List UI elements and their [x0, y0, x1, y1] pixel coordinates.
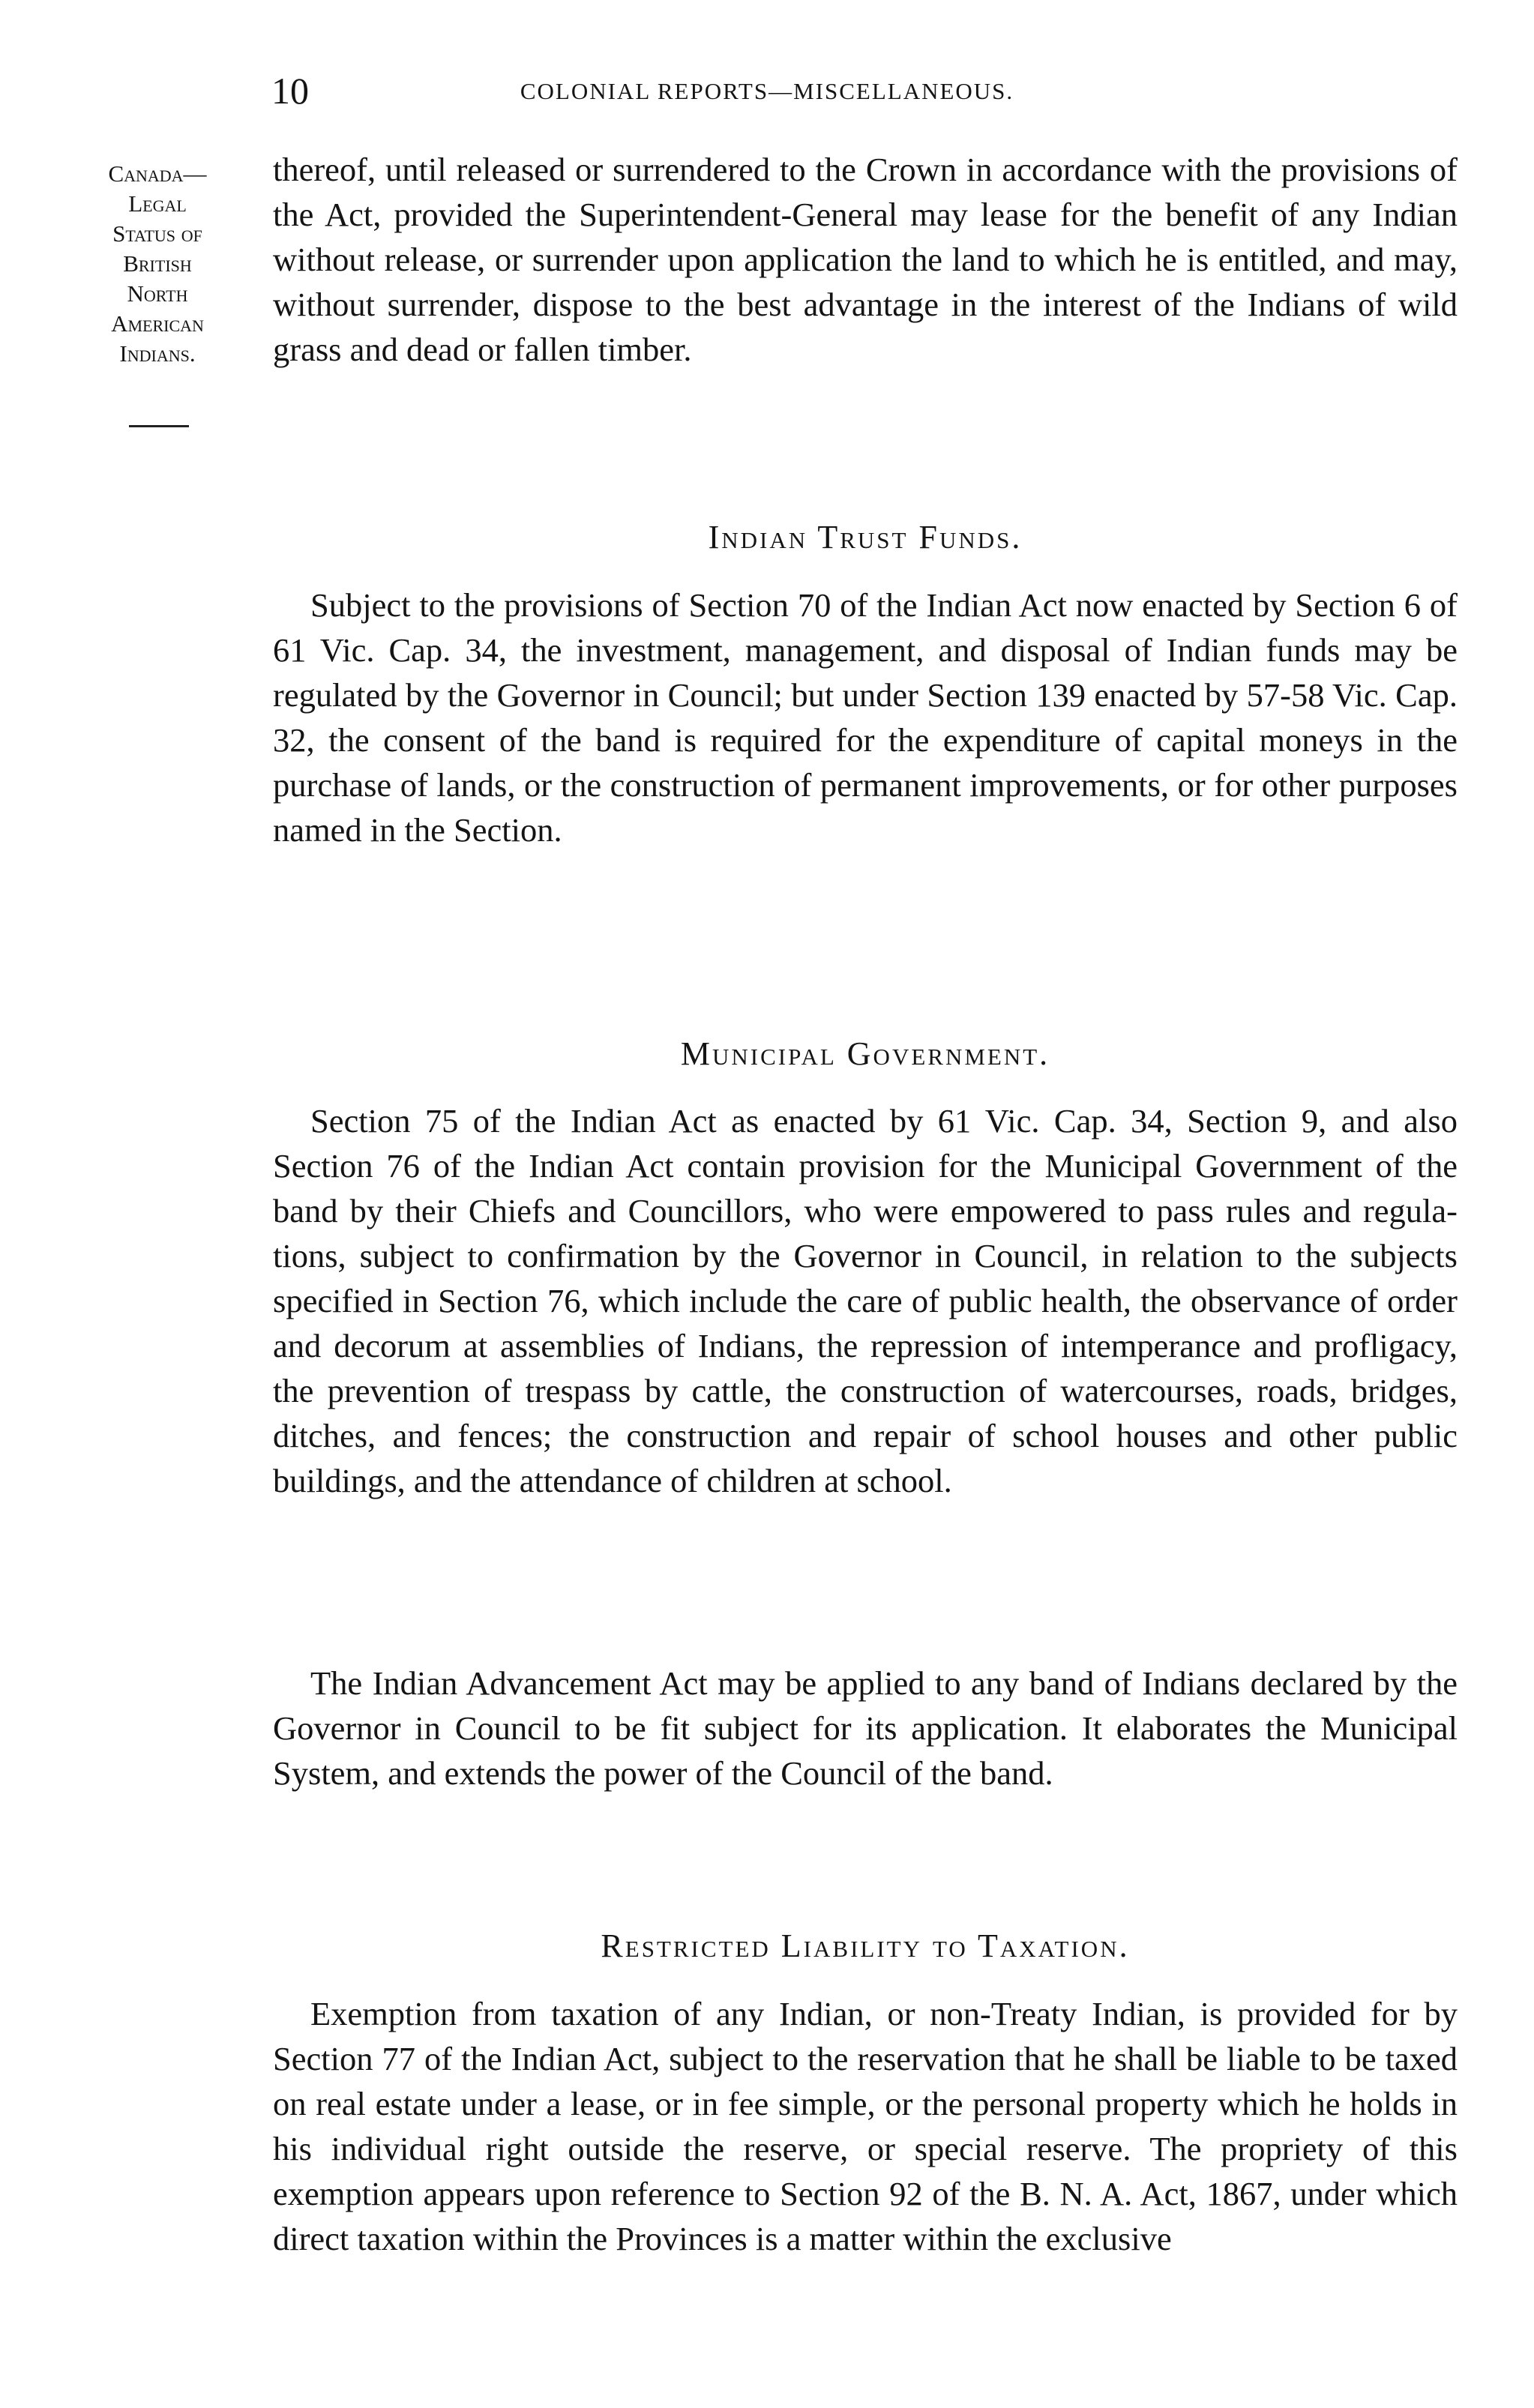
- margin-note-line: Legal: [128, 190, 187, 217]
- trust-funds-paragraph: [273, 583, 1458, 852]
- margin-note-line: Indians.: [119, 340, 196, 367]
- margin-note-line: Canada—: [108, 160, 207, 187]
- margin-note-line: American: [111, 310, 204, 337]
- margin-note-line: North: [127, 280, 188, 307]
- paragraph-text: thereof, until released or surrendered to the Crown in accordance with the provisions of the Act, provided the Superintendent-General may lease for the benefit of any Indian without release, or surrender upon application the land to which he is entitled, and may, without surrender, dispose to the best advantage in the interest of the Indians of wild grass and dead or fallen timber.: [273, 151, 1458, 368]
- margin-note: [45, 159, 270, 369]
- section-heading-trust-funds: Indian Trust Funds.: [708, 519, 1023, 556]
- taxation-paragraph: [273, 1991, 1458, 2261]
- margin-rule: [129, 425, 189, 427]
- advancement-act-paragraph: [273, 1661, 1458, 1796]
- paragraph-text: Subject to the provisions of Section 70 of the Indian Act now enacted by Section 6 of 61 Vic. Cap. 34, the investment, management, and disposal of Indian funds may be regulated by the Governor in Council; but under Section 139 enacted by 57-58 Vic. Cap. 32, the consent of the band is required for the expenditure of capital moneys in the purchase of lands, or the construction of permanent improvements, or for other purposes named in the Section.: [273, 586, 1458, 849]
- municipal-paragraph: [273, 1098, 1458, 1503]
- section-heading-taxation: Restricted Liability to Taxation.: [601, 1927, 1130, 1964]
- continuation-paragraph: [273, 147, 1458, 372]
- margin-note-line: British: [123, 250, 192, 277]
- margin-note-line: Status of: [112, 220, 202, 247]
- paragraph-text: Exemption from taxation of any Indian, or non-Treaty Indian, is provided for by Section 77 of the Indian Act, subject to the reservation that he shall be liable to be taxed on real estate under a lease, or in fee simple, or the personal property which he holds in his individual right outside the reserve, or special reserve. The propriety of this exemption appears upon reference to Section 92 of the B. N. A. Act, 1867, under which direct taxation within the Provinces is a matter within the exclusive: [273, 1995, 1458, 2257]
- section-heading-municipal-government: Municipal Government.: [680, 1035, 1050, 1072]
- page-number: 10: [271, 70, 309, 112]
- paragraph-text: Section 75 of the Indian Act as enacted by 61 Vic. Cap. 34, Section 9, and also Section 76 of the Indian Act contain provision for the Municipal Government of the band by their Chiefs and Councillors, who were empowered to pass rules and regulations, subject to confirmation by the Governor in Council, in relation to the subjects specified in Section 76, which include the care of public health, the observance of order and decorum at assemblies of Indians, the repression of intemperance and profligacy, the prevention of trespass by cattle, the construction of watercourses, roads, bridges, ditches, and fences; the construction and repair of school houses and other public buildings, and the attendance of children at school.: [273, 1102, 1458, 1499]
- running-head: COLONIAL REPORTS—MISCELLANEOUS.: [520, 78, 1014, 104]
- paragraph-text: The Indian Advancement Act may be applied to any band of Indians declared by the Governor in Council to be fit subject for its application. It elaborates the Municipal System, and extends the power of the Council of the band.: [273, 1664, 1458, 1792]
